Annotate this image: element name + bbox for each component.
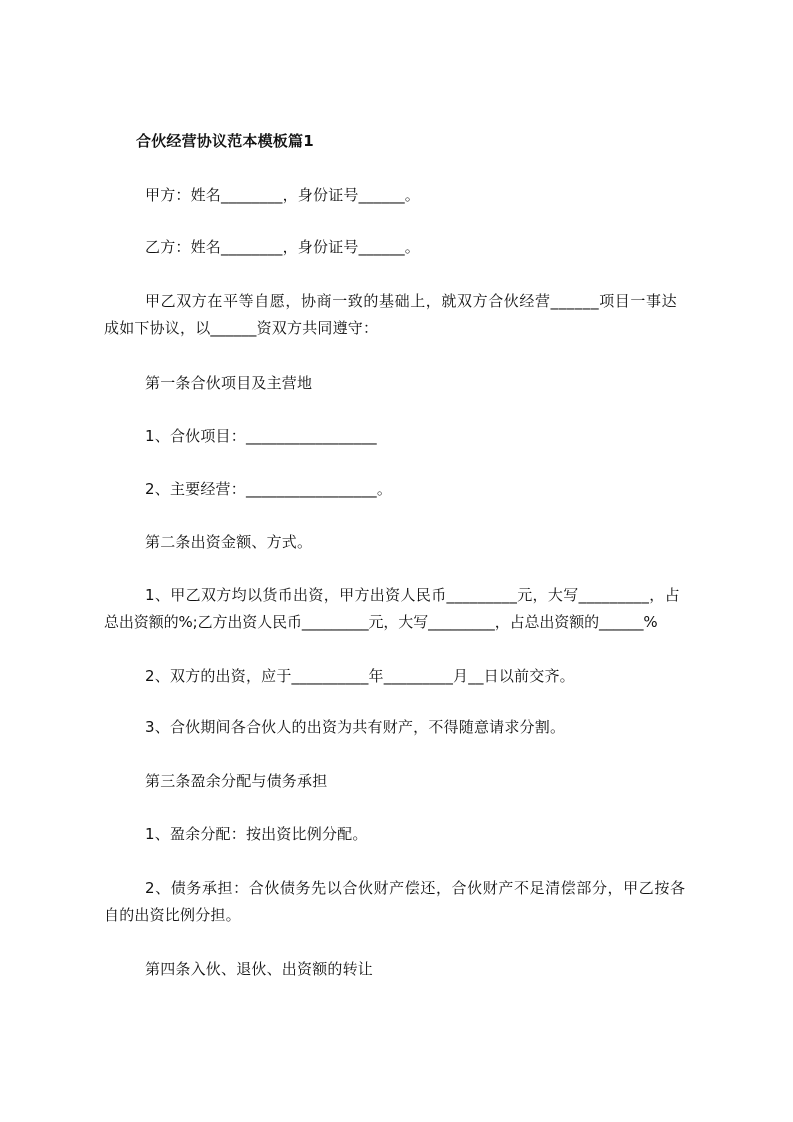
article-2-title: 第二条出资金额、方式。 (145, 533, 313, 551)
article-1-title: 第一条合伙项目及主营地 (145, 374, 313, 392)
article-4-title: 第四条入伙、退伙、出资额的转让 (145, 960, 374, 978)
article-3-item-2-line-1: 2、债务承担：合伙债务先以合伙财产偿还，合伙财产不足清偿部分，甲乙按各 (145, 879, 686, 897)
article-1-item-2: 2、主要经营：_________________。 (145, 480, 393, 498)
article-1-item-1: 1、合伙项目：_________________ (145, 427, 377, 445)
article-3-title: 第三条盈余分配与债务承担 (145, 772, 328, 790)
article-2-item-3: 3、合伙期间各合伙人的出资为共有财产，不得随意请求分割。 (145, 718, 566, 736)
article-2-item-2: 2、双方的出资，应于__________年_________月__日以前交齐。 (145, 667, 575, 685)
document-title: 合伙经营协议范本模板篇1 (136, 132, 314, 150)
intro-paragraph-line-1: 甲乙双方在平等自愿，协商一致的基础上，就双方合伙经营______项目一事达 (145, 292, 678, 310)
article-3-item-2-line-2: 自的出资比例分担。 (104, 906, 241, 924)
party-a-line: 甲方：姓名________，身份证号______。 (145, 186, 421, 204)
article-2-item-1-line-1: 1、甲乙双方均以货币出资，甲方出资人民币_________元，大写_________，占 (145, 586, 680, 604)
article-3-item-1: 1、盈余分配：按出资比例分配。 (145, 825, 368, 843)
intro-paragraph-line-2: 成如下协议，以______资双方共同遵守： (104, 319, 379, 337)
party-b-line: 乙方：姓名________，身份证号______。 (145, 238, 421, 256)
article-2-item-1-line-2: 总出资额的%;乙方出资人民币_________元，大写_________，占总出资额的______% (104, 613, 658, 631)
